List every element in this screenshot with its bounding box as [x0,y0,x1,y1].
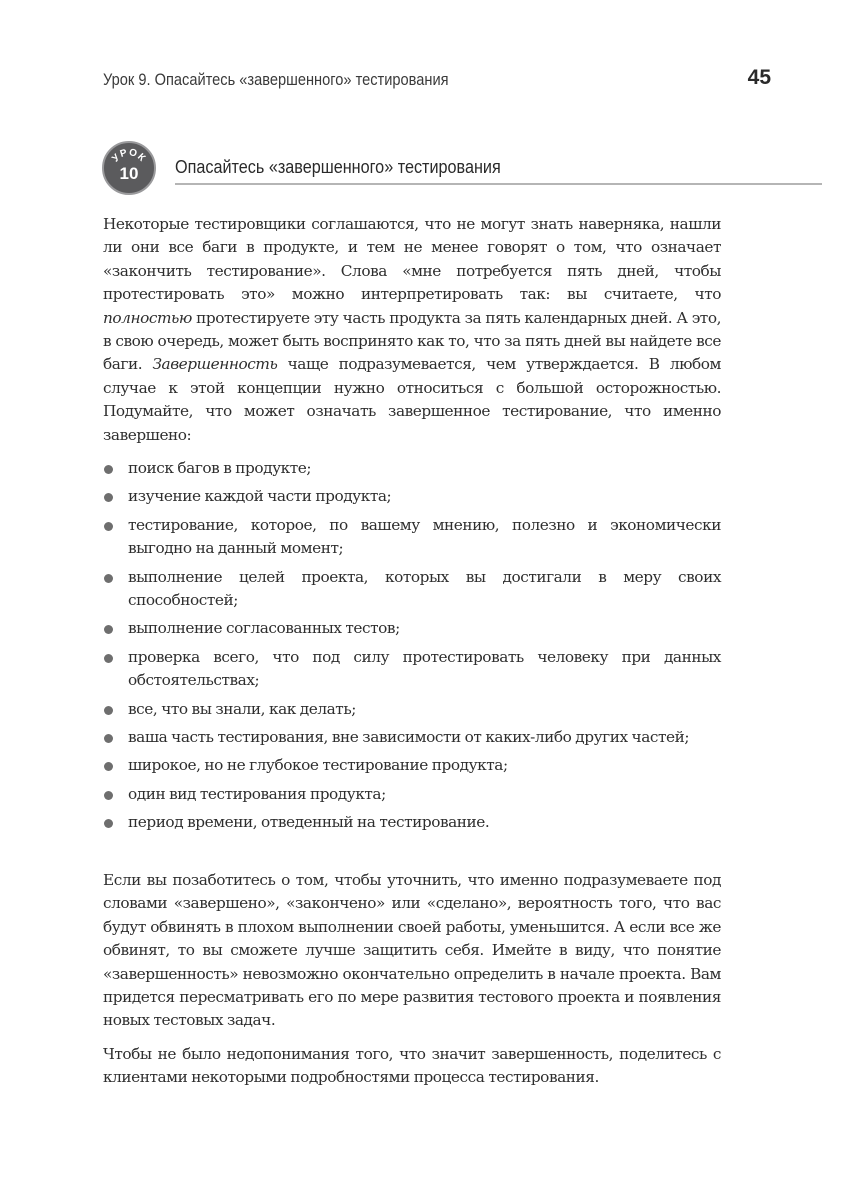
list-item-text: тестирование, которое, по вашему мнению, полезно и экономически выгодно на данный момент; [128,515,721,558]
list-item [103,617,721,640]
bullet-icon [104,522,113,531]
bullet-list [103,457,721,840]
list-item-text: выполнение согласованных тестов; [128,619,400,638]
list-item-text: проверка всего, что под силу протестировать человеку при данных обстоятельствах; [128,647,721,690]
paragraph-text: Если вы позаботитесь о том, чтобы уточнить, что именно подразумеваете под словами «завершено», «закончено» или «сделано», вероятность того, что вас будут обвинять в плохом выполнении своей работы, уменьшится. А если все же обвинят, то вы сможете лучше защитить себя. Имейте в виду, что понятие «завершенность» невозможно окончательно определить в начале проекта. Вам придется пересматривать его по мере развития тестового проекта и появления новых тестовых задач. [103,871,721,1030]
bullet-icon [104,654,113,663]
page-number: 45 [747,66,771,89]
list-item-text: широкое, но не глубокое тестирование продукта; [128,756,508,775]
lesson-heading [102,141,722,197]
list-item-text: период времени, отведенный на тестирование. [128,813,490,832]
lesson-number: 10 [119,164,139,183]
bullet-icon [104,465,113,474]
list-item [103,783,721,806]
svg-text:УРОК [110,147,148,164]
bullet-icon [104,734,113,743]
list-item-text: изучение каждой части продукта; [128,487,392,506]
list-item [103,726,721,749]
list-item [103,754,721,777]
bullet-icon [104,706,113,715]
running-header [103,66,771,94]
list-item-text: выполнение целей проекта, которых вы достигали в меру своих способностей; [128,567,721,610]
text-span: чаще подразумевается, чем утверждается. В любом случае к этой концепции нужно относиться с большой осторожностью. Подумайте, что может означать завершенное тестирование, что именно завершено: [103,355,721,444]
list-item [103,566,721,613]
list-item-text: все, что вы знали, как делать; [128,699,356,718]
heading-rule [175,183,822,185]
bullet-icon [104,574,113,583]
lesson-badge-icon [102,141,156,195]
paragraph-2 [103,869,721,1033]
bullet-icon [104,625,113,634]
bullet-icon [104,791,113,800]
text-span: Некоторые тестировщики соглашаются, что не могут знать наверняка, нашли ли они все баги в продукте, и тем не менее говорят о том, что означает «закончить тестирование». Слова «мне потребуется пять дней, чтобы протестировать это» можно интерпретировать так: вы считаете, что [103,215,721,304]
paragraph-text: Чтобы не было недопонимания того, что значит завершенность, поделитесь с клиентами некоторыми подробностями процесса тестирования. [103,1045,721,1087]
emphasis: Завершенность [152,355,278,374]
emphasis: полностью [103,308,192,327]
list-item [103,811,721,834]
list-item-text: один вид тестирования продукта; [128,784,386,803]
list-item-text: поиск багов в продукте; [128,459,312,477]
running-title: Урок 9. Опасайтесь «завершенного» тестирования [103,70,449,89]
list-item [103,646,721,693]
list-item [103,698,721,721]
bullet-icon [104,493,113,502]
paragraph-3 [103,1043,721,1090]
text-span: протестируете эту часть продукта за пять календарных дней. А это, в свою очередь, может быть воспринято как то, что за пять дней вы найдете все баги. [103,308,721,374]
intro-paragraph [103,213,721,447]
list-item [103,514,721,561]
bullet-icon [104,819,113,828]
lesson-title: Опасайтесь «завершенного» тестирования [175,157,501,177]
badge-label: УРОК [110,147,148,165]
bullet-icon [104,762,113,771]
list-item [103,485,721,508]
list-item [103,457,721,480]
list-item-text: ваша часть тестирования, вне зависимости от каких-либо других частей; [128,728,690,747]
